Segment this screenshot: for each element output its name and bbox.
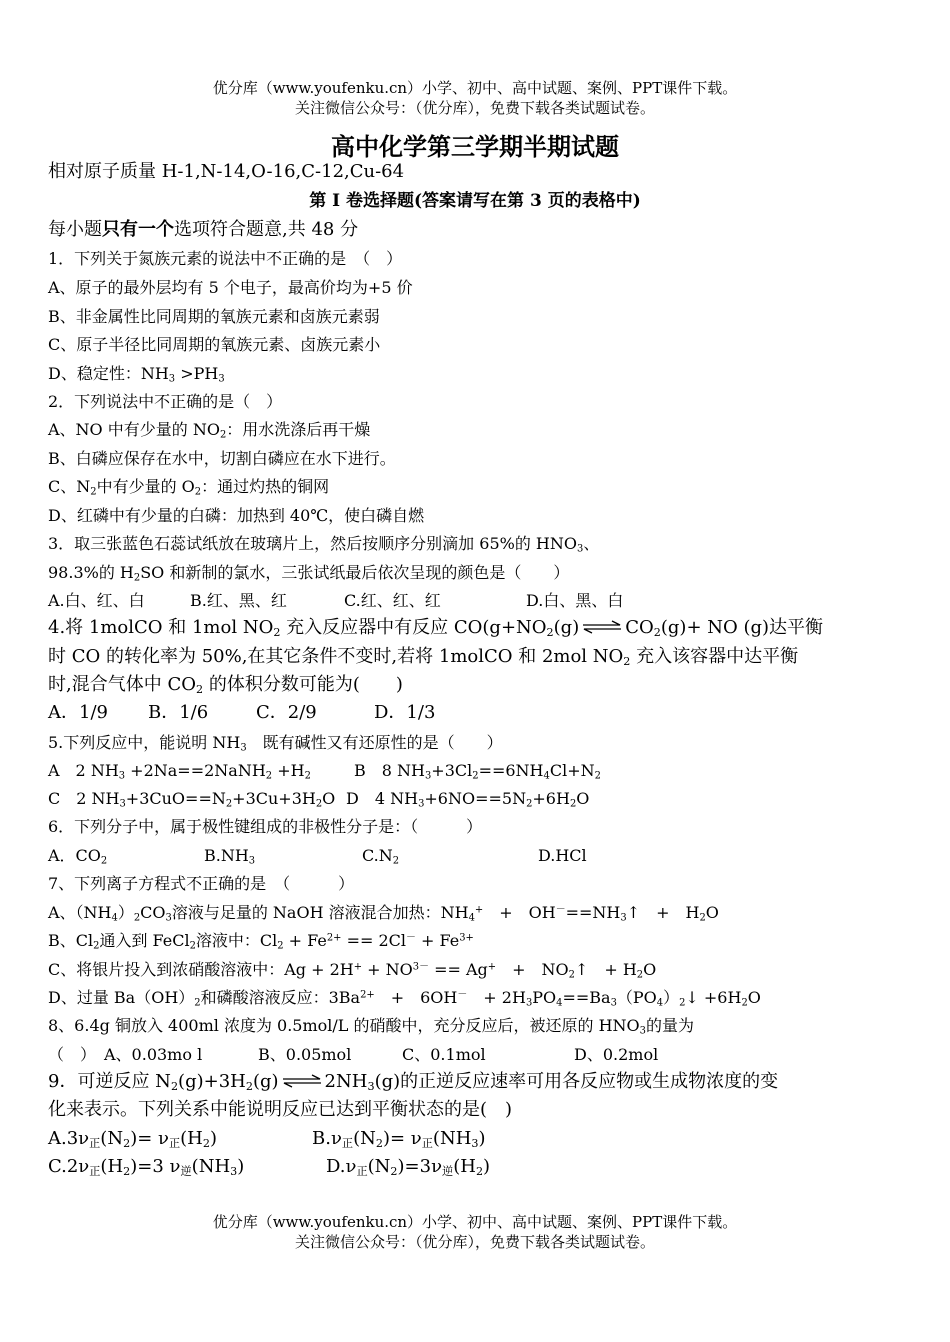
s: 2 (265, 770, 273, 782)
t: 溶液中：Cl (195, 931, 278, 950)
q5-option-a (48, 759, 354, 783)
q9-options-cd (48, 1155, 490, 1179)
t: (NH (432, 1128, 472, 1149)
s: 2 (189, 940, 196, 952)
t: ) (209, 1128, 218, 1149)
s: 3 (525, 997, 533, 1009)
text: 既有碱性又有还原性的是（ ） (246, 733, 503, 752)
sub: 2 (653, 625, 661, 639)
s: 逆 (442, 1164, 454, 1178)
s: 3 (119, 798, 126, 810)
q1-stem: 1．下列关于氮族元素的说法中不正确的是 （ ） (48, 249, 403, 268)
s: 2 (194, 997, 201, 1009)
q5-option-d (346, 787, 589, 811)
q6-option-d: D.HCl (538, 846, 587, 865)
t: +6H (532, 789, 570, 808)
t: D、过量 Ba（OH） (48, 988, 195, 1007)
text: CO (625, 617, 654, 638)
text: 3．取三张蓝色石蕊试纸放在玻璃片上，然后按顺序分别滴加 65%的 HNO (48, 534, 577, 553)
q5-options-cd (48, 787, 589, 811)
q6-option-a (48, 844, 204, 868)
sup: + (487, 961, 497, 973)
t: (g)+3H (178, 1071, 246, 1092)
page-title: 高中化学第三学期半期试题 (331, 132, 619, 161)
instruction-a: 每小题 (48, 219, 102, 240)
s: 2 (93, 940, 100, 952)
sub: 2 (194, 486, 202, 498)
t: ==6NH (478, 761, 544, 780)
t: 2NH (324, 1071, 368, 1092)
t: A.3ν (48, 1128, 90, 1149)
s: 3 (230, 1164, 238, 1178)
sub: 3 (218, 373, 225, 385)
s: 2 (569, 798, 577, 810)
t: B 8 NH (354, 761, 425, 780)
s: 2 (170, 1079, 179, 1093)
t: ) (483, 1156, 491, 1177)
t: ==Ba (562, 988, 611, 1007)
t: (N (100, 1128, 124, 1149)
t: ↑ + H (574, 960, 637, 979)
q6-stem: 6．下列分子中，属于极性键组成的非极性分子是：（ ） (48, 817, 483, 836)
text: 98.3%的 H (48, 563, 134, 582)
q6-option-c (362, 844, 538, 868)
s: 2 (390, 1164, 398, 1178)
q4-options (48, 701, 435, 725)
s: 3 (418, 798, 425, 810)
q8-option-b: B、0.05mol (258, 1045, 352, 1064)
s: 3 (639, 1025, 646, 1037)
sub: 2 (623, 654, 631, 668)
q9-option-c (48, 1155, 326, 1179)
t: ） (663, 988, 680, 1007)
q2-option-a (48, 418, 370, 442)
q1-option-c: C、原子半径比同周期的氧族元素、卤族元素小 (48, 335, 381, 354)
t: ↓ +6H (685, 988, 742, 1007)
s: 2 (568, 969, 575, 981)
s: 3 (118, 770, 126, 782)
s: 2 (472, 770, 479, 782)
s: 2 (375, 1136, 383, 1150)
s: 4 (556, 997, 563, 1009)
q7-option-b (48, 929, 474, 953)
t: )= ν (130, 1128, 169, 1149)
q7-option-a (48, 901, 719, 925)
t: A 2 NH (48, 761, 119, 780)
q3-option-c: C.红、红、红 (344, 591, 441, 610)
t: O (576, 789, 590, 808)
s: 2 (100, 855, 108, 867)
q6-option-b (204, 844, 362, 868)
s: 2 (636, 969, 644, 981)
t: ==NH (565, 903, 621, 922)
t: D.ν (326, 1156, 357, 1177)
text: ：用水洗涤后再干燥 (226, 420, 371, 439)
s: 2 (392, 855, 400, 867)
t: (H (100, 1156, 124, 1177)
t: (NH (191, 1156, 231, 1177)
s: 3 (610, 997, 617, 1009)
t: 的量为 (645, 1016, 694, 1035)
q5-option-c (48, 787, 346, 811)
t: +2Na==2NaNH (125, 761, 266, 780)
t: 9．可逆反应 N (48, 1071, 171, 1092)
equilibrium-arrow-icon (582, 620, 622, 634)
q9-option-d (326, 1155, 490, 1179)
s: 2 (699, 912, 706, 924)
q8-option-c: C、0.1mol (402, 1045, 486, 1064)
sup: 2+ (360, 989, 375, 1001)
text: (g)+ NO (g)达平衡 (660, 617, 824, 638)
s: 3 (367, 1079, 375, 1093)
t: O (747, 988, 761, 1007)
s: 2 (123, 1136, 131, 1150)
q6-options (48, 844, 587, 868)
q4-option-a: A．1/9 (48, 702, 108, 723)
q4-line-3 (48, 673, 403, 697)
t: ) (237, 1156, 245, 1177)
t: )=3ν (397, 1156, 443, 1177)
footer-line-2: 关注微信公众号：（优分库），免费下载各类试题试卷。 (294, 1233, 655, 1251)
t: + OH (483, 903, 556, 922)
t: ） (117, 903, 134, 922)
q2-stem: 2．下列说法中不正确的是（ ） (48, 392, 283, 411)
text: D、稳定性：NH (48, 364, 169, 383)
q8-line-1 (48, 1014, 694, 1038)
t: == 2Cl (341, 931, 407, 950)
t: == Ag (429, 960, 488, 979)
q9-line-2: 化来表示。下列关系中能说明反应已达到平衡状态的是( ) (48, 1099, 513, 1120)
q2-option-c (48, 475, 329, 499)
text: 5.下列反应中，能说明 NH (48, 733, 241, 752)
q9-option-a (48, 1127, 312, 1151)
q3-option-b: B.红、黑、红 (190, 591, 287, 610)
t: )=3 ν (130, 1156, 181, 1177)
t: 溶液与足量的 NaOH 溶液混合加热：NH (171, 903, 469, 922)
s: 正 (89, 1136, 101, 1150)
q2-option-b: B、白磷应保存在水中，切割白磷应在水下进行。 (48, 449, 396, 468)
sub: 3 (577, 543, 584, 555)
t: (H (180, 1128, 203, 1149)
t: + 2H (467, 988, 526, 1007)
sub: 2 (90, 486, 97, 498)
t: O (705, 903, 719, 922)
s: 2 (133, 912, 141, 924)
s: 2 (277, 940, 284, 952)
s: 4 (656, 997, 664, 1009)
s: 4 (111, 912, 118, 924)
sub: 2 (195, 682, 204, 696)
page-header (0, 78, 950, 118)
t: 通入到 FeCl (99, 931, 190, 950)
t: C.2ν (48, 1156, 90, 1177)
q4-option-b: B．1/6 (148, 702, 209, 723)
q5-option-b (354, 759, 601, 783)
q9-line-1 (48, 1070, 778, 1094)
q7-stem: 7、下列离子方程式不正确的是 （ ） (48, 874, 355, 893)
s: 2 (594, 770, 601, 782)
s: 3 (471, 1136, 479, 1150)
text: 时 CO 的转化率为 50%,在其它条件不变时,若将 1molCO 和 2mol NO (48, 646, 624, 667)
instruction (48, 218, 358, 242)
text: ：通过灼热的铜网 (201, 477, 330, 496)
sup: 3－ (412, 961, 429, 973)
t: +6NO==5N (424, 789, 527, 808)
text: 时,混合气体中 CO (48, 674, 196, 695)
text: >PH (175, 364, 219, 383)
t: ↑ + H (626, 903, 700, 922)
t: +H (272, 761, 305, 780)
q5-options-ab (48, 759, 601, 783)
q1-option-b: B、非金属性比同周期的氧族元素和卤族元素弱 (48, 307, 380, 326)
s: 3 (248, 855, 256, 867)
t: Cl+N (549, 761, 595, 780)
q4-option-d: D．1/3 (374, 702, 436, 723)
s: 2 (526, 798, 533, 810)
t: C 2 NH (48, 789, 120, 808)
t: (g)的正逆反应速率可用各反应物或生成物浓度的变 (374, 1071, 779, 1092)
sub: 2 (219, 429, 227, 441)
s: 正 (341, 1136, 354, 1150)
header-line-1: 优分库（www.youfenku.cn）小学、初中、高中试题、案例、PPT课件下载。 (212, 79, 738, 97)
t: 和磷酸溶液反应：3Ba (200, 988, 361, 1007)
s: 3 (424, 770, 432, 782)
t: + Fe (415, 931, 460, 950)
sub: 3 (240, 742, 247, 754)
sup: 3+ (459, 932, 474, 944)
s: 2 (679, 997, 686, 1009)
text: A、NO 中有少量的 NO (48, 420, 220, 439)
q3-options (48, 589, 623, 613)
instruction-c: 选项符合题意,共 48 分 (174, 219, 359, 240)
s: 正 (356, 1164, 368, 1178)
footer-line-1: 优分库（www.youfenku.cn）小学、初中、高中试题、案例、PPT课件下载。 (212, 1213, 738, 1231)
t: (N (353, 1128, 376, 1149)
q8-option-a: （ ） A、0.03mo l (48, 1045, 203, 1064)
q5-stem (48, 731, 503, 755)
q7-option-c (48, 958, 656, 982)
q9-options-ab (48, 1127, 486, 1151)
t: C、将银片投入到浓硝酸溶液中：Ag + 2H (48, 960, 354, 979)
equilibrium-arrow-icon (282, 1074, 322, 1088)
header-line-2: 关注微信公众号：（优分库），免费下载各类试题试卷。 (294, 99, 655, 117)
q3-line-1 (48, 532, 599, 556)
q4-line-2 (48, 645, 798, 669)
t: 8、6.4g 铜放入 400ml 浓度为 0.5mol/L 的硝酸中，充分反应后，被还原的 HNO (48, 1016, 640, 1035)
section-heading: 第 I 卷选择题(答案请写在第 3 页的表格中) (309, 191, 641, 211)
text: SO 和新制的氯水，三张试纸最后依次呈现的颜色是（ ） (140, 563, 570, 582)
q8-options (48, 1043, 658, 1067)
t: O (643, 960, 657, 979)
s: 2 (475, 1164, 484, 1178)
text: 充入该容器中达平衡 (630, 646, 799, 667)
q7-option-d (48, 986, 761, 1010)
text: 充入反应器中有反应 CO(g+NO (280, 617, 547, 638)
q8-option-d: D、0.2mol (574, 1045, 659, 1064)
t: C.N (362, 846, 393, 865)
q1-option-a: A、原子的最外层均有 5 个电子，最高价均为+5 价 (48, 278, 413, 297)
sub: 2 (273, 625, 281, 639)
t: )= ν (382, 1128, 422, 1149)
t: CO (140, 903, 166, 922)
t: （PO (616, 988, 657, 1007)
sup: + (474, 904, 484, 916)
t: PO (532, 988, 557, 1007)
q4-line-1 (48, 616, 823, 640)
t: (g) (252, 1071, 279, 1092)
t: ) (478, 1128, 486, 1149)
s: 正 (89, 1164, 101, 1178)
s: 2 (202, 1136, 210, 1150)
sup: 2+ (326, 932, 342, 944)
s: 2 (225, 798, 233, 810)
atomic-mass: 相对原子质量 H-1,N-14,O-16,C-12,Cu-64 (48, 161, 405, 182)
q4-option-c: C．2/9 (256, 702, 317, 723)
t: + Fe (283, 931, 327, 950)
s: 正 (421, 1136, 433, 1150)
q9-option-b (312, 1127, 486, 1151)
t: +3Cl (431, 761, 473, 780)
text: 的体积分数可能为( ) (203, 674, 403, 695)
q2-option-d: D、红磷中有少量的白磷：加热到 40℃，使白磷自燃 (48, 506, 425, 525)
t: D 4 NH (346, 789, 419, 808)
s: 3 (620, 912, 627, 924)
s: 2 (123, 1164, 131, 1178)
sub: 2 (133, 572, 141, 584)
s: 3 (165, 912, 172, 924)
sup: + (353, 961, 363, 973)
t: O (322, 789, 336, 808)
t: A．CO (48, 846, 101, 865)
text: 4.将 1molCO 和 1mol NO (48, 617, 274, 638)
text: C、N (48, 477, 91, 496)
sup: － (457, 989, 468, 1001)
s: 2 (315, 798, 323, 810)
q1-option-d (48, 362, 225, 386)
s: 4 (543, 770, 550, 782)
s: 4 (468, 912, 475, 924)
text: (g) (553, 617, 580, 638)
t: + NO (496, 960, 569, 979)
page-footer (0, 1212, 950, 1252)
q3-option-d: D.白、黑、白 (526, 591, 624, 610)
text: 、 (583, 534, 600, 553)
sup: － (555, 904, 566, 916)
t: B.ν (312, 1128, 342, 1149)
s: 2 (245, 1079, 253, 1093)
t: A、（NH (48, 903, 112, 922)
instruction-emphasis: 只有一个 (102, 219, 174, 240)
q3-option-a: A.白、红、白 (48, 591, 145, 610)
sub: 2 (546, 625, 554, 639)
q3-line-2 (48, 561, 569, 585)
s: 2 (741, 997, 748, 1009)
t: B.NH (204, 846, 249, 865)
s: 正 (168, 1136, 181, 1150)
t: +3Cu+3H (232, 789, 316, 808)
sub: 3 (168, 373, 176, 385)
t: + 6OH (374, 988, 458, 1007)
s: 逆 (180, 1164, 192, 1178)
t: B、Cl (48, 931, 94, 950)
text: 中有少量的 O (96, 477, 195, 496)
t: +3CuO==N (125, 789, 226, 808)
t: + NO (362, 960, 413, 979)
s: 2 (304, 770, 311, 782)
t: (H (453, 1156, 476, 1177)
t: (N (367, 1156, 391, 1177)
sup: － (406, 932, 416, 944)
